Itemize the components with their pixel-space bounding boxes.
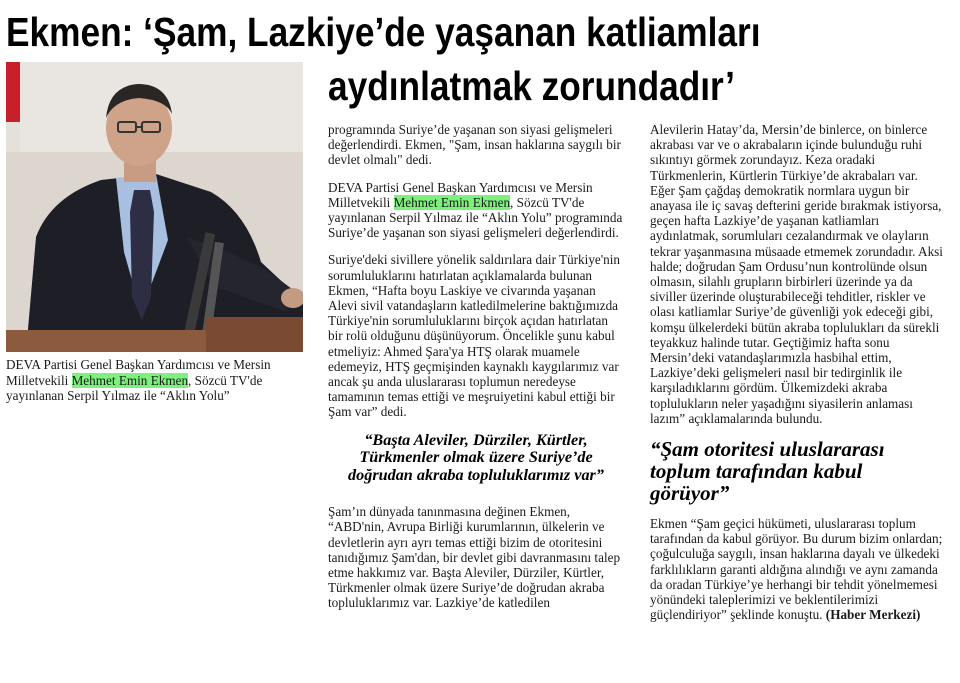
- col2-subheading: “Başta Aleviler, Dürziler, Kürtler, Türkmenler olmak üzere Suriye’de doğrudan akraba topluluklarımız var”: [348, 430, 604, 484]
- article-column-2: [328, 122, 624, 623]
- col3-paragraph-2: [650, 516, 945, 622]
- headline-line-1: Ekmen: ‘Şam, Lazkiye’de yaşanan katliamları: [6, 9, 761, 55]
- col2-paragraph-4: Şam’ın dünyada tanınmasına değinen Ekmen, “ABD'nin, Avrupa Birliği kurumlarının, ülkelerin ve devletlerin ayrı ayrı temas ettiği bizim de otoritesini tanıdığımız Şam'dan, bir devlet gibi davranmasını talep etme hakkımız var. Başta Aleviler, Dürziler, Kürtler, Türkmenler olmak üzere Suriye’de doğrudan akraba topluluklarımız var. Lazkiye’de katledilen: [328, 504, 621, 611]
- caption-text-after: , Sözcü TV'de yayınlanan Serpil Yılmaz ile “Aklın Yolu”: [6, 372, 263, 403]
- speaker-photo: [6, 62, 303, 352]
- col2-paragraph-3: Suriye'deki sivillere yönelik saldırılara dair Türkiye'nin sorumluluklarını hatırlatan açıklamalarda bulunan Ekmen, “Hafta boyu Laskiye ve civarında yaşanan Alevi sivil vatandaşların katledilmelerine baktığımızda Türkiye'nin sorumluluklarını birçok açıdan hatırlatan bir rolü olduğunu düşünüyorum. Öncelikle şunu kabul etmeliyiz: Ahmed Şara'ya HTŞ olarak muamele edemeyiz, HTŞ geçmişinden kaynaklı kaygılarımız var ancak şu anda uluslararası toplumun neredeyse tamamının temas ettiği ve meşruiyetini kabul ettiği bir Şam var” dedi.: [328, 252, 620, 420]
- col3-paragraph-1: Alevilerin Hatay’da, Mersin’de binlerce, on binlerce akrabası var ve o akrabaların içinde bulunduğu ruhi sıkıntıyı görmek zorundayız. Keza oradaki Türkmenlerin, Kürtlerin Türkiye’de akrabaları var. Eğer Şam çağdaş demokratik normlara uygun bir anayasa ile iç savaş defterini geride bırakmak istiyorsa, geçen hafta Lazkiye’de yaşanan katliamları aydınlatmak, sorumluları cezalandırmak ve olayların tekrar yaşanmasına müsaade etmemek zorundadır. Aksi halde; doğrudan Şam Ordusu’nun kontrolünde olsun olmasın, silahlı grupların birbirleri üzerinde ya da siviller üzerinde oluşturabileceği tehditler, riskler ve olası katliamlar Suriye’de güvenliği yok edeceği gibi, komşu ülkelerdeki bütün akraba toplulukları da sürekli teyakkuz halinde tutar. Geçtiğimiz hafta sonu Mersin’deki vatandaşlarımızla hasbihal ettim, Lazkiye’deki gelişmeleri nasıl bir tedirginlik ile karşıladıklarını gördüm. Ülkemizdeki akraba toplulukların neler yaşadığını siyasilerin anlaması lazım” açıklamalarında bulundu.: [650, 122, 943, 426]
- col3-p2-text: Ekmen “Şam geçici hükümeti, uluslararası toplum tarafından da kabul görüyor. Bu durum bizim onlardan; çoğulculuğa saygılı, insan haklarına dayalı ve ülkedeki farklılıkların garanti aldığına alındığı ve aynı zamanda da oradan Türkiye’ye herhangi bir tehdit yönelmemesi yönündeki taleplerimizi ve beklentilerimizi güçlendiriyor” şeklinde konuştu.: [650, 516, 943, 623]
- article-column-3: [650, 122, 945, 634]
- col2-paragraph-1: programında Suriye’de yaşanan son siyasi gelişmeleri değerlendirdi. Ekmen, "Şam, insan haklarına saygılı bir devlet olmalı" dedi.: [328, 122, 621, 168]
- headline-line-2: aydınlatmak zorundadır’: [328, 63, 735, 109]
- col2-paragraph-2: [328, 180, 624, 241]
- col3-subheading: “Şam otoritesi uluslararası toplum tarafından kabul görüyor”: [650, 437, 885, 506]
- caption-highlighted-name: Mehmet Emin Ekmen: [71, 372, 189, 388]
- col2-p2-before: DEVA Partisi Genel Başkan Yardımcısı ve Mersin Milletvekili: [328, 179, 593, 210]
- col2-p2-after: , Sözcü TV'de yayınlanan Serpil Yılmaz ile “Aklın Yolu” programında Suriye’de yaşanan son siyasi gelişmeleri değerlendirdi.: [328, 194, 623, 241]
- photo-caption: [6, 357, 306, 404]
- caption-text-before: DEVA Partisi Genel Başkan Yardımcısı ve Mersin Milletvekili: [6, 357, 271, 388]
- news-source: (Haber Merkezi): [825, 607, 921, 623]
- col2-highlighted-name: Mehmet Emin Ekmen: [393, 194, 511, 210]
